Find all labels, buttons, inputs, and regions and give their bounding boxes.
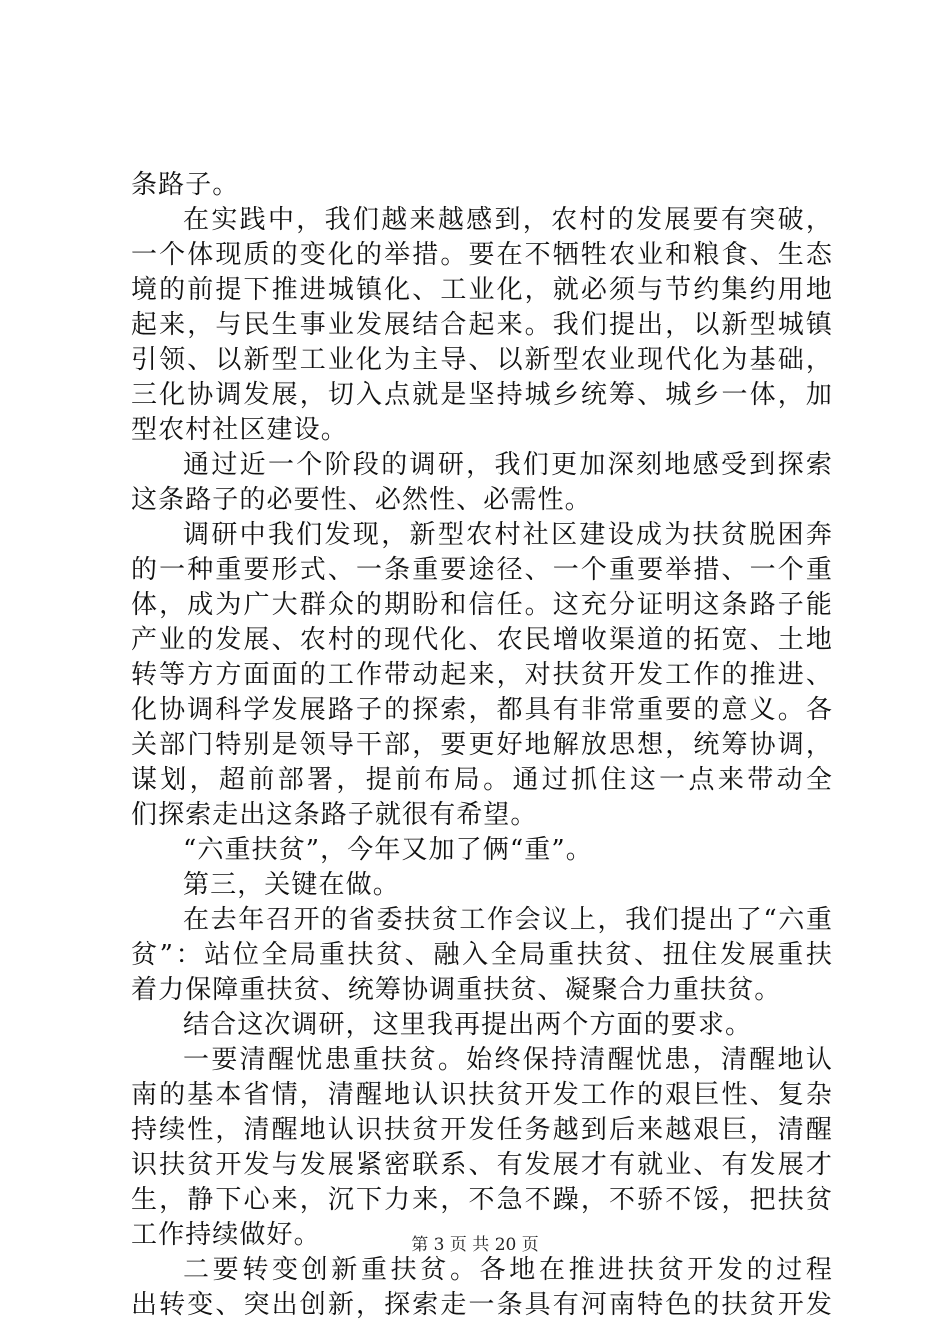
text-line: 第三，关键在做。 — [183, 870, 400, 900]
text-line: 着力保障重扶贫、统筹协调重扶贫、凝聚合力重扶贫。 — [131, 975, 782, 1005]
text-line: 通过近一个阶段的调研，我们更加深刻地感受到探索 — [183, 450, 833, 480]
text-line: 持续性，清醒地认识扶贫开发任务越到后来越艰巨，清醒 — [131, 1115, 833, 1145]
text-line: 调研中我们发现，新型农村社区建设成为扶贫脱困奔 — [183, 520, 833, 550]
document-body — [131, 168, 833, 1323]
text-line: 起来，与民生事业发展结合起来。我们提出，以新型城镇 — [131, 310, 833, 340]
text-line: “六重扶贫”，今年又加了俩“重”。 — [183, 835, 593, 865]
text-line: 化协调科学发展路子的探索，都具有非常重要的意义。各 — [131, 695, 833, 725]
text-line: 境的前提下推进城镇化、工业化，就必须与节约集约用地 — [131, 275, 833, 305]
text-line: 出转变、突出创新，探索走一条具有河南特色的扶贫开发 — [131, 1290, 833, 1320]
text-line: 的一种重要形式、一条重要途径、一个重要举措、一个重 — [131, 555, 833, 585]
text-line: 在去年召开的省委扶贫工作会议上，我们提出了“六重 — [183, 905, 833, 935]
text-line: 贫”：站位全局重扶贫、融入全局重扶贫、扭住发展重扶 — [131, 940, 833, 970]
text-line: 这条路子的必要性、必然性、必需性。 — [131, 485, 592, 515]
text-line: 结合这次调研，这里我再提出两个方面的要求。 — [183, 1010, 753, 1040]
text-line: 工作持续做好。 — [131, 1220, 321, 1250]
text-line: 识扶贫开发与发展紧密联系、有发展才有就业、有发展才 — [131, 1150, 833, 1180]
text-line: 引领、以新型工业化为主导、以新型农业现代化为基础， — [131, 345, 833, 375]
text-line: 转等方方面面的工作带动起来，对扶贫开发工作的推进、 — [131, 660, 833, 690]
text-line: 型农村社区建设。 — [131, 415, 348, 445]
text-line: 体，成为广大群众的期盼和信任。这充分证明这条路子能 — [131, 590, 833, 620]
text-line: 们探索走出这条路子就很有希望。 — [131, 800, 538, 830]
text-line: 在实践中，我们越来越感到，农村的发展要有突破， — [183, 205, 833, 235]
text-line: 谋划，超前部署，提前布局。通过抓住这一点来带动全 — [131, 765, 833, 795]
page-number-footer: 第 3 页 共 20 页 — [411, 1235, 539, 1255]
text-line: 二要转变创新重扶贫。各地在推进扶贫开发的过程 — [183, 1255, 833, 1285]
text-line: 三化协调发展，切入点就是坚持城乡统筹、城乡一体，加 — [131, 380, 833, 410]
text-line: 条路子。 — [131, 170, 240, 200]
text-line: 关部门特别是领导干部，要更好地解放思想，统筹协调， — [131, 730, 833, 760]
text-line: 一个体现质的变化的举措。要在不牺牲农业和粮食、生态 — [131, 240, 833, 270]
text-line: 南的基本省情，清醒地认识扶贫开发工作的艰巨性、复杂 — [131, 1080, 833, 1110]
text-line: 一要清醒忧患重扶贫。始终保持清醒忧患，清醒地认 — [183, 1045, 833, 1075]
text-line: 生，静下心来，沉下力来，不急不躁，不骄不馁，把扶贫 — [131, 1185, 833, 1215]
text-line: 产业的发展、农村的现代化、农民增收渠道的拓宽、土地 — [131, 625, 833, 655]
